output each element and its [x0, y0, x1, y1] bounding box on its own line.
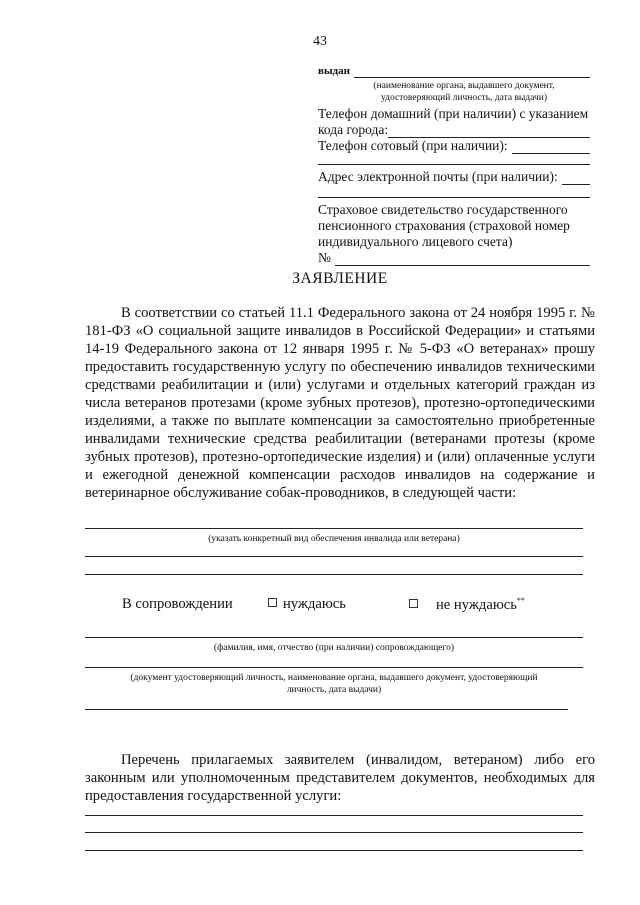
snils-label-3: индивидуального лицевого счета): [318, 234, 513, 249]
documents-paragraph: Перечень прилагаемых заявителем (инвалидом, ветераном) либо его законным или уполномоченным представителем документов, необходимых для предоставления государственной услуги:: [85, 752, 595, 804]
provision-type-line-2[interactable]: [85, 556, 583, 557]
issued-caption-2: удостоверяющий личность, дата выдачи): [380, 93, 548, 103]
escort-name-caption: (фамилия, имя, отчество (при наличии) сопровождающего): [213, 643, 455, 653]
documents-line-3[interactable]: [85, 850, 583, 851]
mobile-phone-label: Телефон сотовый (при наличии):: [318, 138, 508, 153]
footnote-mark: **: [516, 596, 525, 605]
email-field[interactable]: [562, 184, 590, 185]
provision-type-line-3[interactable]: [85, 574, 583, 575]
snils-label-1: Страховое свидетельство государственного: [318, 202, 568, 217]
option-no-need-label: не нуждаюсь: [436, 596, 517, 613]
checkbox-need[interactable]: [268, 598, 277, 607]
issued-label: выдан: [318, 65, 350, 77]
provision-type-caption: (указать конкретный вид обеспечения инвалида или ветерана): [208, 534, 460, 544]
page-number: 43: [313, 34, 327, 49]
escort-option-need[interactable]: [268, 596, 346, 613]
escort-option-no-need[interactable]: [409, 596, 525, 614]
documents-line-1[interactable]: [85, 815, 583, 816]
email-label: Адрес электронной почты (при наличии):: [318, 169, 558, 184]
mobile-phone-field[interactable]: [512, 153, 590, 154]
escort-name-line[interactable]: [85, 637, 583, 638]
email-extra-line[interactable]: [318, 185, 590, 198]
snils-field[interactable]: [335, 265, 590, 266]
main-paragraph: В соответствии со статьей 11.1 Федерального закона от 24 ноября 1995 г. № 181-ФЗ «О социальной защите инвалидов в Российской Федерации» и статьями 14-19 Федерального закона от 12 января 1995 г. № 5-ФЗ «О ветеранах» прошу предоставить государственную услугу по обеспечению инвалидов техническими средствами реабилитации и (или) услугами и отдельных категорий граждан из числа ветеранов протезами (кроме зубных протезов), протезно-ортопедическими изделиями, а также по выплате компенсации за самостоятельно приобретенные инвалидами технические средства реабилитации (ветеранами протезы (кроме зубных протезов), протезно-ортопедические изделия) и (или) оплаченные услуги и ежегодной денежной компенсации расходов инвалидов на содержание и ветеринарное обслуживание собак-проводников, в следующей части:: [85, 305, 595, 501]
snils-number-sign: №: [318, 250, 331, 265]
issued-field[interactable]: [354, 77, 590, 78]
escort-document-line[interactable]: [85, 667, 583, 668]
escort-document-line-2[interactable]: [85, 709, 568, 710]
provision-type-line-1[interactable]: [85, 528, 583, 529]
home-phone-label-2: кода города:: [318, 122, 389, 137]
snils-label-2: пенсионного страхования (страховой номер: [318, 218, 570, 233]
escort-doc-caption-1: (документ удостоверяющий личность, наименование органа, выдавшего документ, удостоверяющий: [130, 673, 538, 683]
issued-caption-1: (наименование органа, выдавшего документ,: [373, 81, 555, 91]
escort-document-caption: [85, 672, 583, 696]
applicant-details-block: [318, 64, 590, 266]
document-title: ЗАЯВЛЕНИЕ: [292, 270, 388, 287]
documents-line-2[interactable]: [85, 832, 583, 833]
escort-label: В сопровождении: [122, 596, 233, 612]
option-need-label: нуждаюсь: [283, 596, 346, 612]
escort-doc-caption-2: личность, дата выдачи): [286, 685, 382, 695]
mobile-phone-extra-line[interactable]: [318, 154, 590, 165]
checkbox-no-need[interactable]: [409, 599, 418, 608]
home-phone-label: Телефон домашний (при наличии) с указанием: [318, 106, 589, 121]
